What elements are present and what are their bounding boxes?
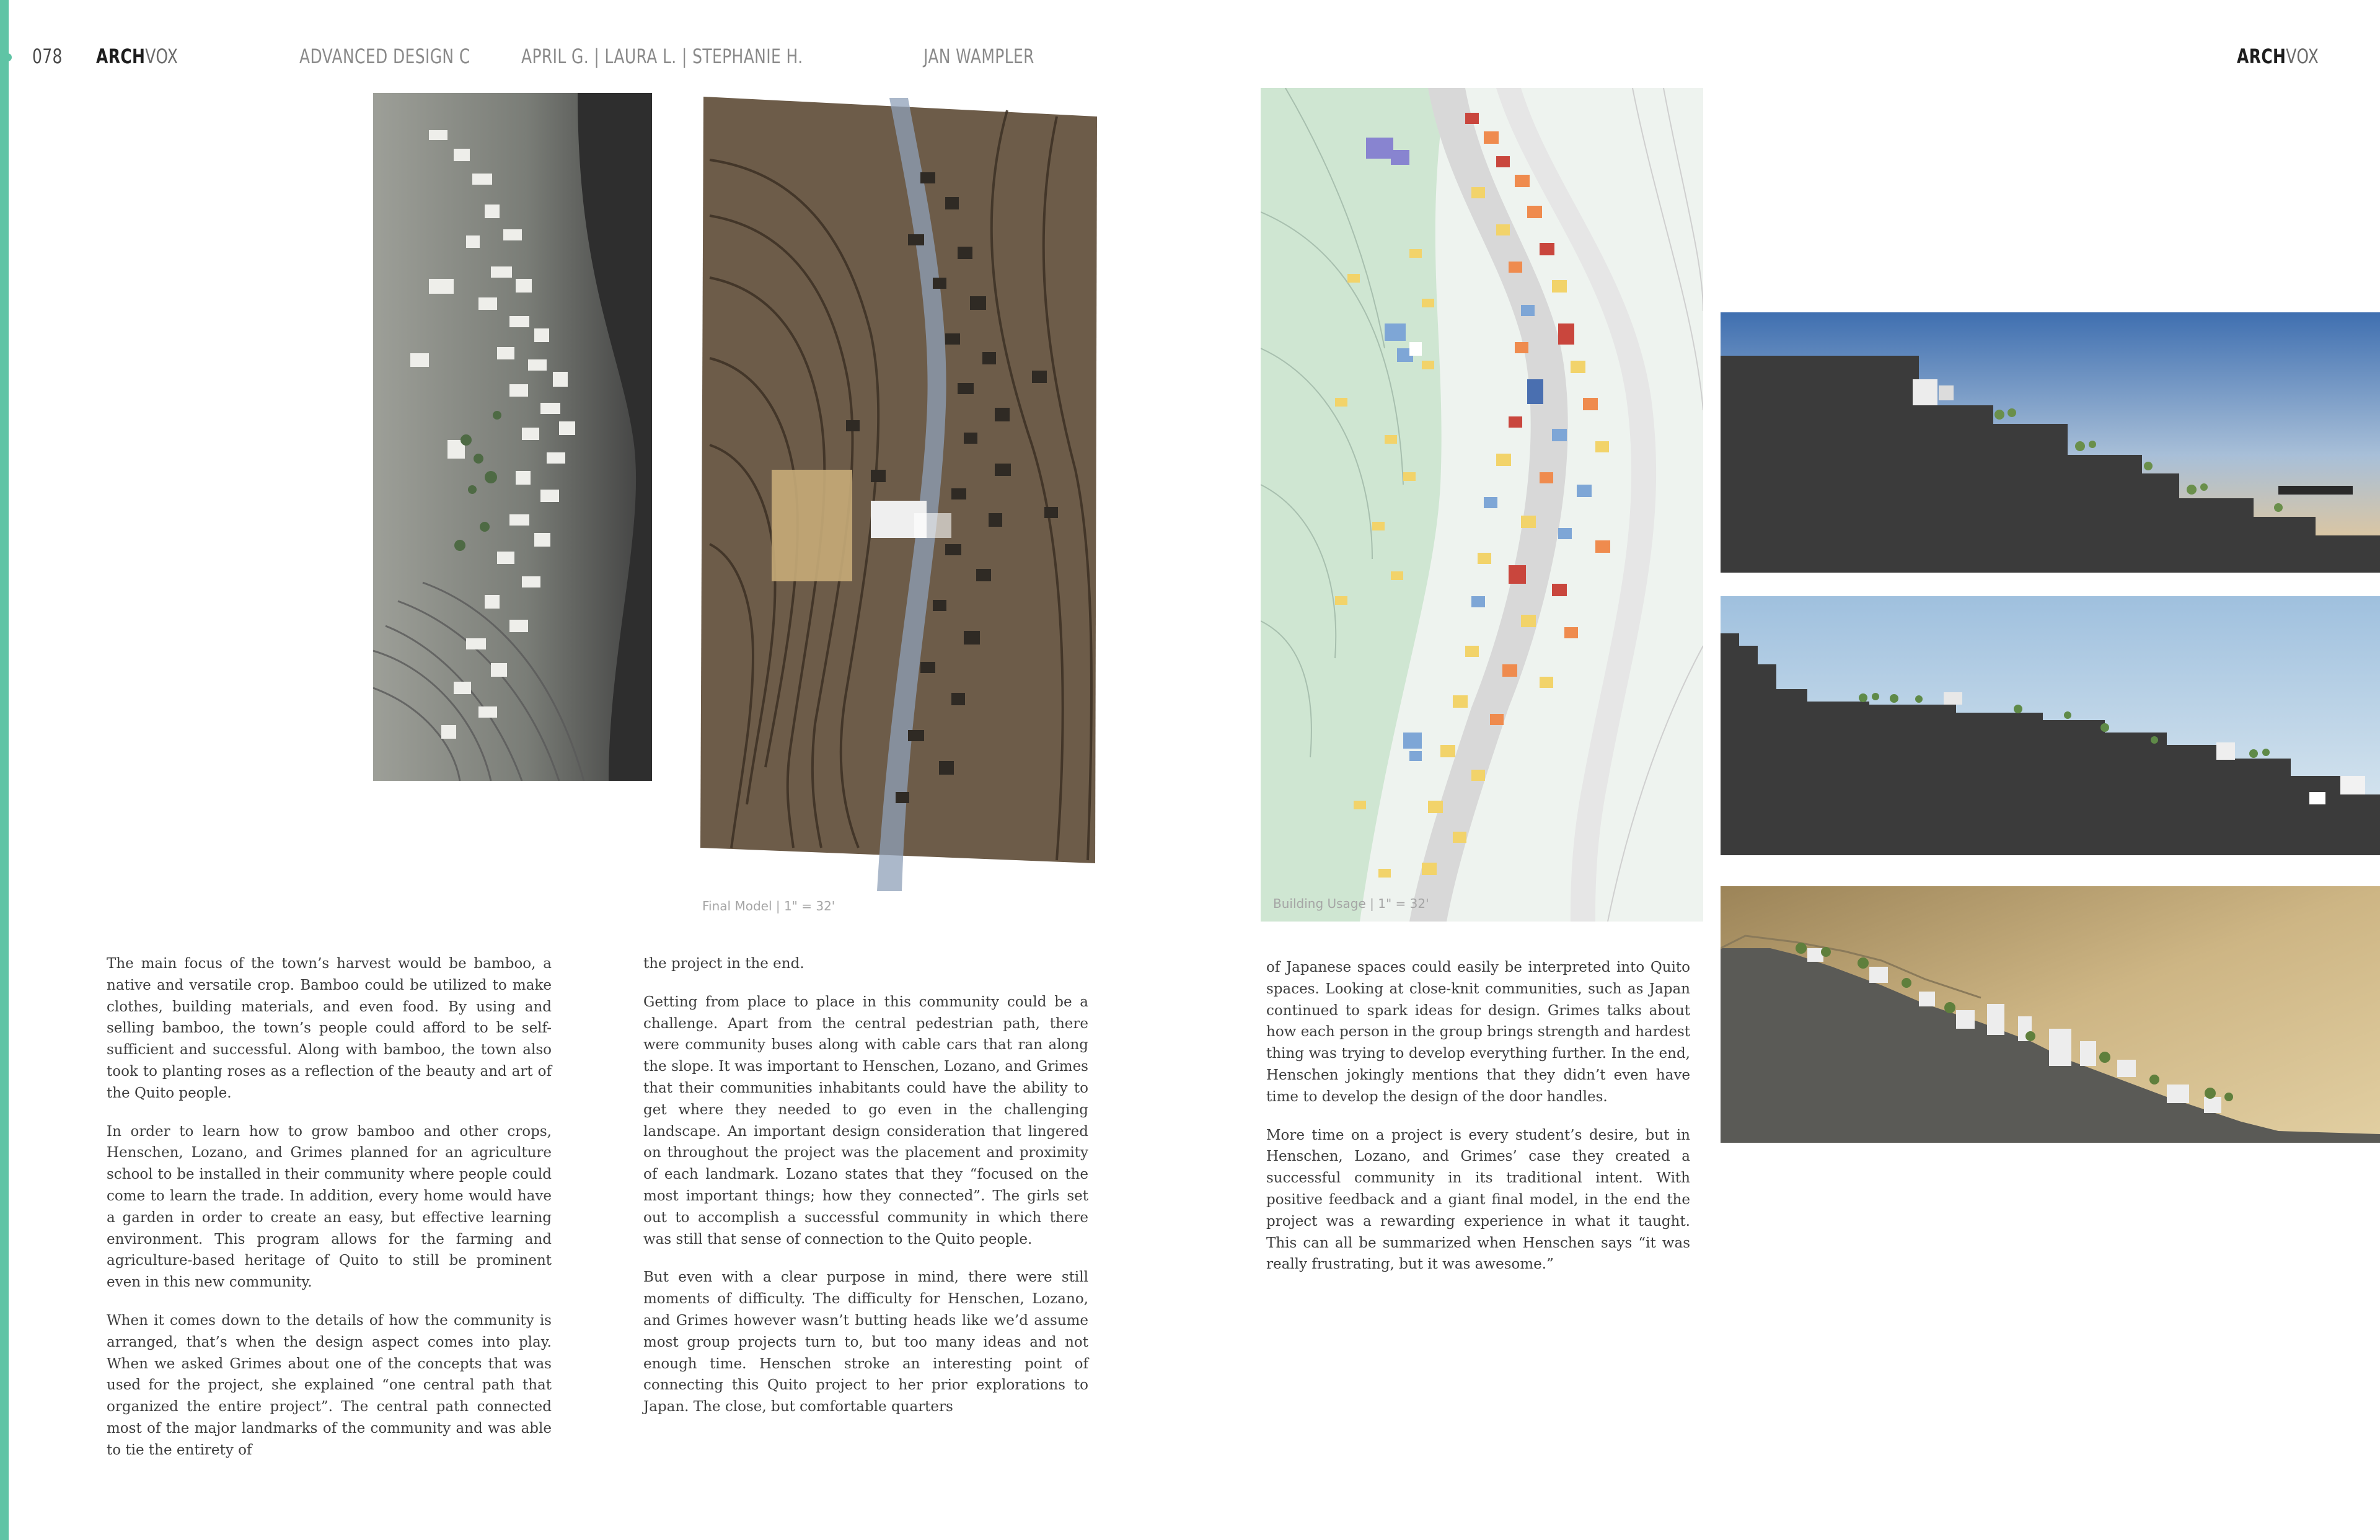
authors-label: APRIL G. | LAURA L. | STEPHANIE H. [521, 45, 803, 68]
col3-paragraph-2: More time on a project is every student’s desire, but in Henschen, Lozano, and Grimes’ case they created a successful community in its traditional intent. With positive feedback and a giant final model, in the end the project was a rewarding experience in what it taught. This can all be summarized when Henschen says “it was really frustrating, but it was awesome.” [1266, 1127, 1690, 1273]
site-model-photo [373, 93, 652, 781]
col1-paragraph-3: When it comes down to the details of how the community is arranged, that’s when the design aspect comes into play. When we asked Grimes about one of the concepts that was used for the project, she explained “one central path that organized the entire project”. The central path connected most of the major landmarks of the community and was able to tie the entirety of [107, 1312, 552, 1458]
col1-paragraph-1: The main focus of the town’s harvest would be bamboo, a native and versatile crop. Bamboo could be utilized to make clothes, building materials, and even food. By using and selling bamboo, the town’s people could afford to be self-sufficient and successful. Along with bamboo, the town also took to planting roses as a reflection of the beauty and art of the Quito people. [107, 956, 552, 1101]
logo-right-bold: ARCH [2237, 45, 2286, 68]
site-section-day [1721, 596, 2380, 855]
logo-left-light: VOX [145, 45, 178, 68]
article-column-1 [107, 953, 552, 1478]
page-number: 078 [32, 45, 63, 68]
course-label: ADVANCED DESIGN C [299, 45, 470, 68]
article-column-2 [643, 953, 1088, 1435]
logo-left-bold: ARCH [96, 45, 146, 68]
col2-paragraph-3: But even with a clear purpose in mind, there were still moments of difficulty. The difficulty for Henschen, Lozano, and Grimes however wasn’t butting heads like we’d assume most group projects turn to, but too many ideas and not enough time. Henschen stroke an interesting point of connecting this Quito project to her prior explorations to Japan. The close, but comfortable quarters [643, 1269, 1088, 1415]
logo-right-light: VOX [2286, 45, 2319, 68]
logo-left [96, 45, 178, 68]
site-section-sepia [1721, 886, 2380, 1143]
col3-paragraph-1: of Japanese spaces could easily be interpreted into Quito spaces. Looking at close-knit communities, such as Japan continued to spark ideas for design. Grimes talks about how each person in the group brings strength and hardest thing was trying to develop everything further. In the end, Henschen jokingly mentions that they didn’t even have time to develop the design of the door handles. [1266, 959, 1690, 1105]
site-section-dusk [1721, 312, 2380, 573]
col1-paragraph-2: In order to learn how to grow bamboo and other crops, Henschen, Lozano, and Grimes planned for an agriculture school to be installed in their community where people could come to learn the trade. In addition, every home would have a garden in order to create an easy, but effective learning environment. This program allows for the farming and agriculture-based heritage of Quito to still be prominent even in this new community. [107, 1123, 552, 1291]
instructor-label: JAN WAMPLER [923, 45, 1034, 68]
final-model-photo [685, 73, 1110, 891]
building-usage-plan [1261, 88, 1703, 922]
accent-bar [0, 0, 9, 1540]
accent-dot [4, 53, 12, 61]
article-column-3 [1266, 957, 1690, 1292]
col2-paragraph-2: Getting from place to place in this community could be a challenge. Apart from the central pedestrian path, there were community buses along with cable cars that ran along the slope. It was important to Henschen, Lozano, and Grimes that their communities inhabitants could have the ability to get where they needed to go even in the challenging landscape. An important design consideration that lingered on throughout the project was the placement and proximity of each landmark. Lozano states that they “focused on the most important things; how they connected”. The girls set out to accomplish a successful community in which there was still that sense of connection to the Quito people. [643, 993, 1088, 1247]
final-model-caption: Final Model | 1" = 32' [702, 899, 835, 913]
building-usage-caption: Building Usage | 1" = 32' [1273, 896, 1429, 911]
logo-right [2237, 45, 2319, 68]
col2-paragraph-1: the project in the end. [643, 956, 804, 972]
